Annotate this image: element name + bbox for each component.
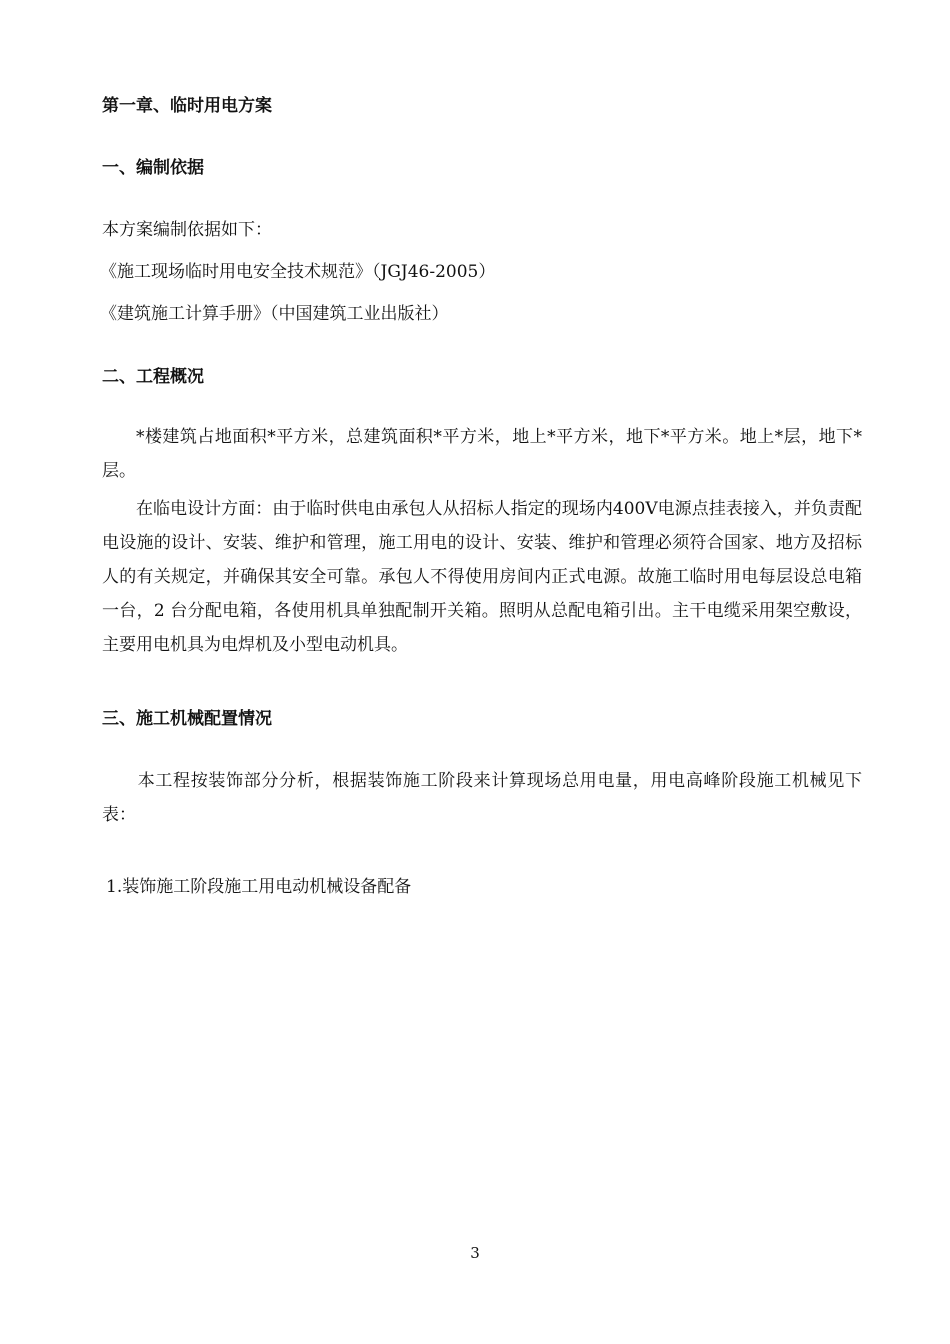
section-heading-machinery: 三、施工机械配置情况 xyxy=(102,709,272,729)
basis-intro: 本方案编制依据如下： xyxy=(102,220,272,240)
chapter-title: 第一章、临时用电方案 xyxy=(102,96,272,116)
basis-reference: 《建筑施工计算手册》（中国建筑工业出版社） xyxy=(100,304,449,324)
overview-paragraph: 在临电设计方面：由于临时供电由承包人从招标人指定的现场内400V电源点挂表接入，并负责配电设施的设计、安装、维护和管理，施工用电的设计、安装、维护和管理必须符合国家、地方及招标人的有关规定，并确保其安全可靠。承包人不得使用房间内正式电源。故施工临时用电每层设总电箱一台，2 台分配电箱，各使用机具单独配制开关箱。照明从总配电箱引出。主干电缆采用架空敷设，主要用电机具为电焊机及小型电动机具。 xyxy=(102,499,862,655)
list-item: 1.装饰施工阶段施工用电动机械设备配备 xyxy=(106,877,412,897)
section-heading-overview: 二、工程概况 xyxy=(102,367,204,387)
page-number: 3 xyxy=(470,1244,480,1262)
section-heading-basis: 一、编制依据 xyxy=(102,158,204,178)
basis-reference: 《施工现场临时用电安全技术规范》（JGJ46-2005） xyxy=(100,262,496,282)
machinery-paragraph: 本工程按装饰部分分析，根据装饰施工阶段来计算现场总用电量，用电高峰阶段施工机械见下表： xyxy=(102,771,862,825)
overview-paragraph: *楼建筑占地面积*平方米，总建筑面积*平方米，地上*平方米，地下*平方米。地上*层，地下*层。 xyxy=(102,427,862,481)
